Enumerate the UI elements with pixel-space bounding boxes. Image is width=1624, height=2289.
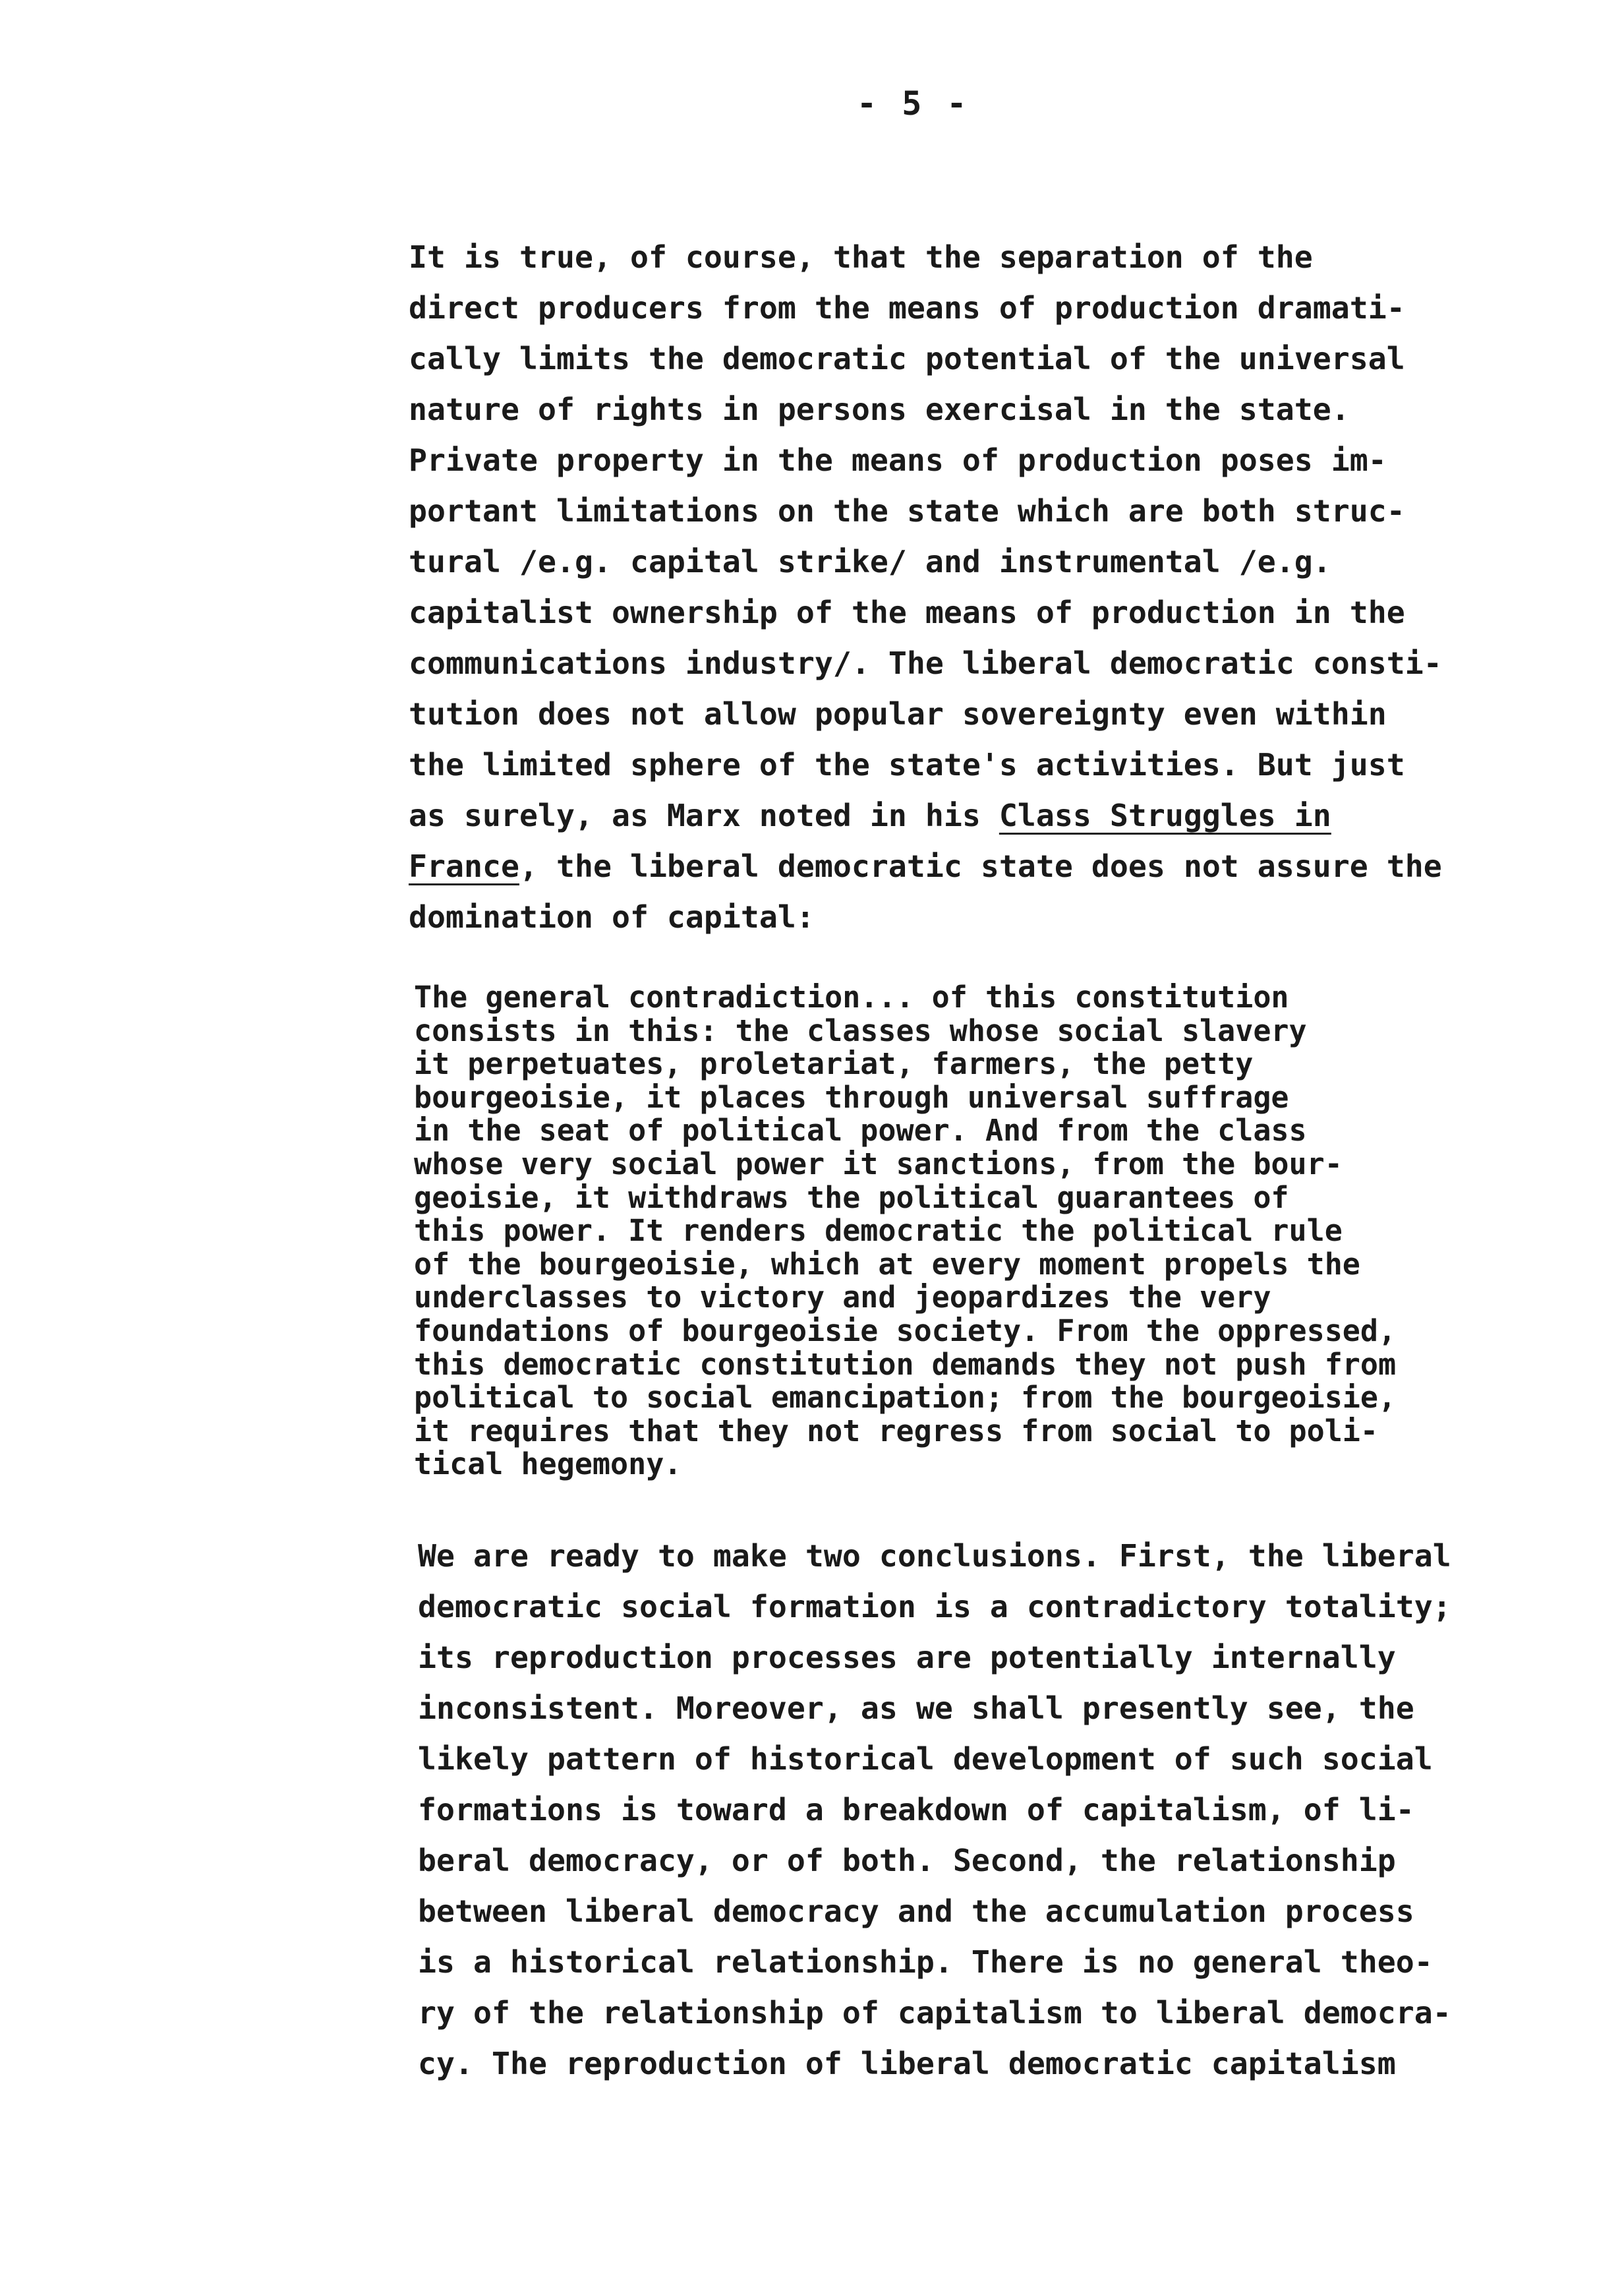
quote-line: The general contradiction... of this constitution [414, 980, 1289, 1015]
paragraph-2 [418, 1531, 1578, 2089]
paragraph-line: its reproduction processes are potentially internally [418, 1640, 1396, 1675]
paragraph-1 [409, 232, 1569, 943]
quote-line: tical hegemony. [414, 1446, 682, 1482]
paragraph-line: direct producers from the means of production dramati- [409, 290, 1405, 326]
paragraph-line: is a historical relationship. There is no general theo- [418, 1944, 1433, 1980]
page-number: - 5 - [857, 84, 970, 123]
paragraph-line: tution does not allow popular sovereignty even within [409, 696, 1387, 732]
paragraph-line: cally limits the democratic potential of the universal [409, 341, 1405, 376]
quote-line: it requires that they not regress from social to poli- [414, 1413, 1378, 1448]
block-quote [414, 981, 1561, 1481]
paragraph-line: cy. The reproduction of liberal democratic capitalism [418, 2046, 1396, 2081]
paragraph-line: domination of capital: [409, 899, 815, 935]
paragraph-line: portant limitations on the state which are both struc- [409, 493, 1405, 529]
paragraph-line: inconsistent. Moreover, as we shall presently see, the [418, 1690, 1414, 1726]
paragraph-line: between liberal democracy and the accumulation process [418, 1893, 1414, 1929]
quote-line: of the bourgeoisie, which at every moment propels the [414, 1246, 1360, 1282]
quote-line: this democratic constitution demands they not push from [414, 1346, 1397, 1382]
paragraph-line: formations is toward a breakdown of capitalism, of li- [418, 1792, 1414, 1828]
paragraph-line: capitalist ownership of the means of production in the [409, 595, 1405, 630]
quote-line: this power. It renders democratic the political rule [414, 1213, 1343, 1249]
book-title-underlined: France [409, 848, 519, 884]
quote-line: whose very social power it sanctions, from the bour- [414, 1146, 1343, 1181]
paragraph-line [409, 841, 1569, 892]
paragraph-line: communications industry/. The liberal democratic consti- [409, 645, 1442, 681]
paragraph-line: democratic social formation is a contradictory totality; [418, 1589, 1451, 1624]
paragraph-line: the limited sphere of the state's activities. But just [409, 747, 1405, 783]
quote-line: in the seat of political power. And from the class [414, 1113, 1307, 1148]
paragraph-line: Private property in the means of production poses im- [409, 442, 1387, 478]
book-title-underlined: Class Struggles in [999, 798, 1331, 833]
quote-line: it perpetuates, proletariat, farmers, the petty [414, 1046, 1254, 1082]
line-text: as surely, as Marx noted in his [409, 798, 999, 833]
paragraph-line: We are ready to make two conclusions. First, the liberal [418, 1538, 1451, 1574]
paragraph-line: ry of the relationship of capitalism to liberal democra- [418, 1995, 1451, 2031]
quote-line: political to social emancipation; from the bourgeoisie, [414, 1380, 1397, 1415]
paragraph-line [409, 790, 1569, 841]
line-text: , the liberal democratic state does not assure the [519, 848, 1442, 884]
paragraph-line: tural /e.g. capital strike/ and instrumental /e.g. [409, 544, 1331, 580]
paragraph-line: It is true, of course, that the separation of the [409, 239, 1313, 275]
quote-line: bourgeoisie, it places through universal suffrage [414, 1079, 1289, 1115]
paragraph-line: beral democracy, or of both. Second, the relationship [418, 1843, 1396, 1878]
paragraph-line: likely pattern of historical development of such social [418, 1741, 1433, 1777]
paragraph-line: nature of rights in persons exercisal in the state. [409, 392, 1350, 427]
quote-line: foundations of bourgeoisie society. From the oppressed, [414, 1313, 1397, 1348]
quote-line: consists in this: the classes whose social slavery [414, 1013, 1307, 1048]
quote-line: geoisie, it withdraws the political guarantees of [414, 1179, 1289, 1215]
quote-line: underclasses to victory and jeopardizes the very [414, 1280, 1271, 1315]
